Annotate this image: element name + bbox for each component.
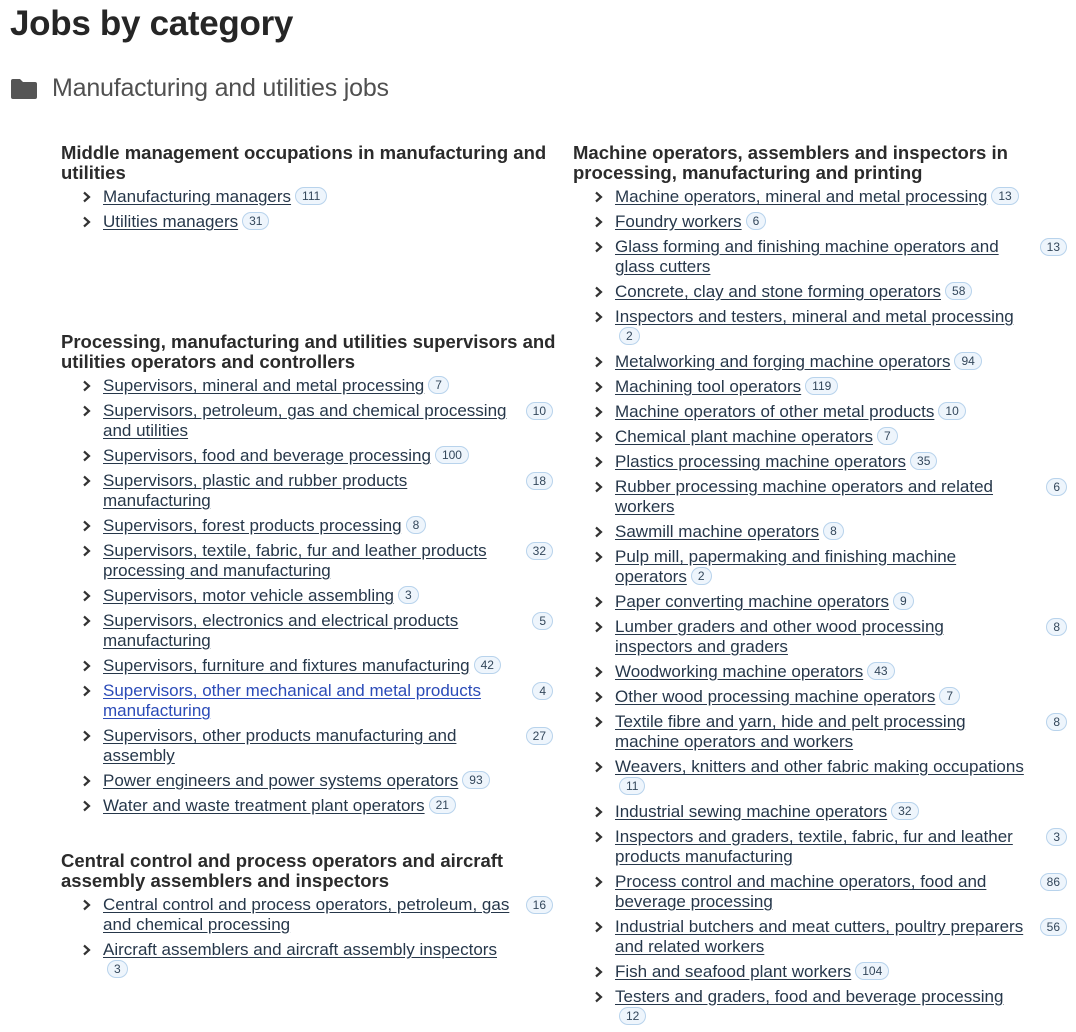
job-link[interactable]: Other wood processing machine operators (615, 687, 936, 706)
chevron-right-icon (593, 356, 605, 368)
count-badge: 4 (532, 682, 553, 700)
chevron-right-icon (81, 475, 93, 487)
job-link[interactable]: Industrial sewing machine operators (615, 802, 888, 821)
job-item (573, 477, 1070, 517)
job-link[interactable]: Sawmill machine operators (615, 522, 820, 541)
chevron-right-icon (593, 621, 605, 633)
right-column (573, 143, 1070, 1032)
count-badge: 18 (526, 472, 553, 490)
group-title: Central control and process operators and aircraft assembly assemblers and inspectors (61, 850, 504, 891)
job-link[interactable]: Concrete, clay and stone forming operators (615, 282, 942, 301)
chevron-right-icon (81, 730, 93, 742)
job-link[interactable]: Chemical plant machine operators (615, 427, 873, 446)
count-badge: 27 (526, 727, 553, 745)
chevron-right-icon (81, 450, 93, 462)
chevron-right-icon (593, 286, 605, 298)
job-link[interactable]: Weavers, knitters and other fabric making occupations (615, 757, 1024, 776)
job-link[interactable]: Supervisors, motor vehicle assembling (103, 586, 395, 605)
count-badge: 8 (1046, 618, 1067, 636)
chevron-right-icon (81, 405, 93, 417)
job-group (61, 143, 556, 232)
count-badge: 21 (429, 796, 456, 814)
count-badge: 5 (532, 612, 553, 630)
chevron-right-icon (593, 381, 605, 393)
group-title: Machine operators, assemblers and inspectors in processing, manufacturing and printing (573, 142, 1008, 183)
count-badge: 13 (1040, 238, 1067, 256)
chevron-right-icon (593, 551, 605, 563)
chevron-right-icon (81, 944, 93, 956)
chevron-right-icon (81, 775, 93, 787)
count-badge: 111 (295, 187, 327, 205)
count-badge: 3 (398, 586, 419, 604)
count-badge: 94 (954, 352, 981, 370)
count-badge: 3 (1046, 828, 1067, 846)
job-item (61, 541, 556, 581)
count-badge: 58 (945, 282, 972, 300)
job-link[interactable]: Machining tool operators (615, 377, 802, 396)
job-item (573, 757, 1070, 797)
count-badge: 32 (891, 802, 918, 820)
count-badge: 10 (526, 402, 553, 420)
chevron-right-icon (81, 216, 93, 228)
count-badge: 7 (877, 427, 898, 445)
chevron-right-icon (81, 191, 93, 203)
job-item (61, 376, 556, 396)
count-badge: 16 (526, 896, 553, 914)
count-badge: 42 (474, 656, 501, 674)
job-link[interactable]: Pulp mill, papermaking and finishing machine operators (615, 547, 957, 586)
job-group (61, 332, 556, 816)
job-item (573, 307, 1070, 347)
job-item (61, 726, 556, 766)
job-link[interactable]: Supervisors, other mechanical and metal products manufacturing (103, 681, 481, 720)
count-badge: 2 (691, 567, 712, 585)
job-link[interactable]: Supervisors, food and beverage processing (103, 446, 431, 465)
chevron-right-icon (593, 966, 605, 978)
count-badge: 8 (823, 522, 844, 540)
job-link[interactable]: Lumber graders and other wood processing inspectors and graders (615, 617, 944, 656)
job-link[interactable]: Rubber processing machine operators and related workers (615, 477, 994, 516)
count-badge: 13 (991, 187, 1018, 205)
chevron-right-icon (81, 545, 93, 557)
job-link[interactable]: Fish and seafood plant workers (615, 962, 852, 981)
job-link[interactable]: Supervisors, mineral and metal processing (103, 376, 425, 395)
count-badge: 6 (746, 212, 767, 230)
chevron-right-icon (81, 685, 93, 697)
job-item (573, 802, 1070, 822)
job-link[interactable]: Process control and machine operators, food and beverage processing (615, 872, 987, 911)
chevron-right-icon (593, 716, 605, 728)
job-item (573, 452, 1070, 472)
job-link[interactable]: Supervisors, other products manufacturing and assembly (103, 726, 457, 765)
chevron-right-icon (593, 596, 605, 608)
job-link[interactable]: Machine operators, mineral and metal processing (615, 187, 988, 206)
job-item (573, 187, 1070, 207)
count-badge: 35 (910, 452, 937, 470)
count-badge: 10 (938, 402, 965, 420)
chevron-right-icon (593, 311, 605, 323)
job-link[interactable]: Power engineers and power systems operators (103, 771, 459, 790)
job-link[interactable]: Supervisors, plastic and rubber products manufacturing (103, 471, 408, 510)
job-link[interactable]: Machine operators of other metal products (615, 402, 935, 421)
job-link[interactable]: Plastics processing machine operators (615, 452, 907, 471)
count-badge: 11 (619, 777, 645, 795)
job-item (61, 516, 556, 536)
job-link-manufacturing-managers[interactable]: Manufacturing managers (103, 187, 292, 206)
count-badge: 3 (107, 960, 128, 978)
job-link-utilities-managers[interactable]: Utilities managers (103, 212, 239, 231)
chevron-right-icon (593, 666, 605, 678)
count-badge: 6 (1046, 478, 1067, 496)
chevron-right-icon (81, 660, 93, 672)
job-item (573, 282, 1070, 302)
job-item (573, 592, 1070, 612)
job-item (61, 471, 556, 511)
job-item (573, 962, 1070, 982)
job-link[interactable]: Textile fibre and yarn, hide and pelt processing machine operators and workers (615, 712, 966, 751)
job-item (573, 687, 1070, 707)
count-badge: 119 (805, 377, 838, 395)
count-badge: 8 (1046, 713, 1067, 731)
job-list (61, 376, 556, 816)
chevron-right-icon (81, 800, 93, 812)
count-badge: 2 (619, 327, 640, 345)
job-item (573, 237, 1070, 277)
section-title: Manufacturing and utilities jobs (52, 74, 389, 102)
job-link[interactable]: Supervisors, petroleum, gas and chemical processing and utilities (103, 401, 507, 440)
left-column (61, 143, 556, 985)
chevron-right-icon (81, 615, 93, 627)
job-link[interactable]: Foundry workers (615, 212, 742, 231)
count-badge: 93 (462, 771, 489, 789)
job-link[interactable]: Aircraft assemblers and aircraft assembly inspectors (103, 940, 497, 959)
chevron-right-icon (81, 380, 93, 392)
chevron-right-icon (593, 806, 605, 818)
job-item (61, 586, 556, 606)
job-item (61, 796, 556, 816)
chevron-right-icon (593, 456, 605, 468)
job-item (573, 987, 1070, 1027)
job-link[interactable]: Industrial butchers and meat cutters, poultry preparers and related workers (615, 917, 1024, 956)
job-item (61, 656, 556, 676)
job-group (573, 143, 1070, 1027)
chevron-right-icon (593, 876, 605, 888)
job-link[interactable]: Paper converting machine operators (615, 592, 890, 611)
job-link[interactable]: Supervisors, electronics and electrical products manufacturing (103, 611, 459, 650)
chevron-right-icon (593, 406, 605, 418)
job-item (573, 427, 1070, 447)
job-link[interactable]: Water and waste treatment plant operators (103, 796, 425, 815)
job-group (61, 851, 556, 980)
count-badge: 8 (406, 516, 427, 534)
job-item (573, 402, 1070, 422)
chevron-right-icon (593, 831, 605, 843)
chevron-right-icon (593, 241, 605, 253)
job-link[interactable]: Woodworking machine operators (615, 662, 864, 681)
job-item (573, 712, 1070, 752)
job-item (573, 352, 1070, 372)
job-item (61, 212, 556, 232)
job-item (573, 872, 1070, 912)
job-item (61, 771, 556, 791)
chevron-right-icon (593, 691, 605, 703)
job-item (573, 917, 1070, 957)
job-item (61, 401, 556, 441)
chevron-right-icon (593, 921, 605, 933)
page-title: Jobs by category (10, 4, 294, 43)
job-list (61, 895, 556, 980)
job-item (573, 377, 1070, 397)
count-badge: 43 (867, 662, 894, 680)
job-item (61, 681, 556, 721)
chevron-right-icon (593, 526, 605, 538)
chevron-right-icon (593, 991, 605, 1003)
job-link[interactable]: Central control and process operators, petroleum, gas and chemical processing (103, 895, 510, 934)
job-item (61, 187, 556, 207)
job-item (61, 895, 556, 935)
count-badge: 104 (855, 962, 889, 980)
chevron-right-icon (593, 216, 605, 228)
job-link[interactable]: Inspectors and graders, textile, fabric, fur and leather products manufacturing (615, 827, 1013, 866)
group-title: Processing, manufacturing and utilities supervisors and utilities operators and controllers (61, 331, 556, 372)
job-link[interactable]: Testers and graders, food and beverage processing (615, 987, 1004, 1006)
job-item (573, 827, 1070, 867)
job-item (573, 617, 1070, 657)
job-list (573, 187, 1070, 1027)
job-link[interactable]: Supervisors, furniture and fixtures manufacturing (103, 656, 470, 675)
chevron-right-icon (593, 191, 605, 203)
chevron-right-icon (593, 761, 605, 773)
chevron-right-icon (593, 431, 605, 443)
job-link[interactable]: Supervisors, forest products processing (103, 516, 402, 535)
count-badge: 9 (893, 592, 914, 610)
chevron-right-icon (81, 520, 93, 532)
job-item (573, 547, 1070, 587)
job-link[interactable]: Metalworking and forging machine operators (615, 352, 951, 371)
count-badge: 32 (526, 542, 553, 560)
job-link[interactable]: Glass forming and finishing machine operators and glass cutters (615, 237, 999, 276)
job-item (61, 940, 556, 980)
job-item (573, 212, 1070, 232)
count-badge: 7 (939, 687, 960, 705)
count-badge: 56 (1040, 918, 1067, 936)
job-link[interactable]: Supervisors, textile, fabric, fur and leather products processing and manufacturing (103, 541, 487, 580)
chevron-right-icon (81, 899, 93, 911)
count-badge: 100 (435, 446, 469, 464)
count-badge: 7 (428, 376, 449, 394)
job-item (61, 446, 556, 466)
job-item (61, 611, 556, 651)
job-list (61, 187, 556, 232)
job-item (573, 662, 1070, 682)
job-link[interactable]: Inspectors and testers, mineral and metal processing (615, 307, 1014, 326)
count-badge: 31 (242, 212, 269, 230)
section-header (10, 74, 389, 103)
group-title: Middle management occupations in manufacturing and utilities (61, 142, 547, 183)
folder-icon (10, 78, 38, 100)
count-badge: 12 (619, 1007, 646, 1025)
job-item (573, 522, 1070, 542)
chevron-right-icon (593, 481, 605, 493)
chevron-right-icon (81, 590, 93, 602)
count-badge: 86 (1040, 873, 1067, 891)
